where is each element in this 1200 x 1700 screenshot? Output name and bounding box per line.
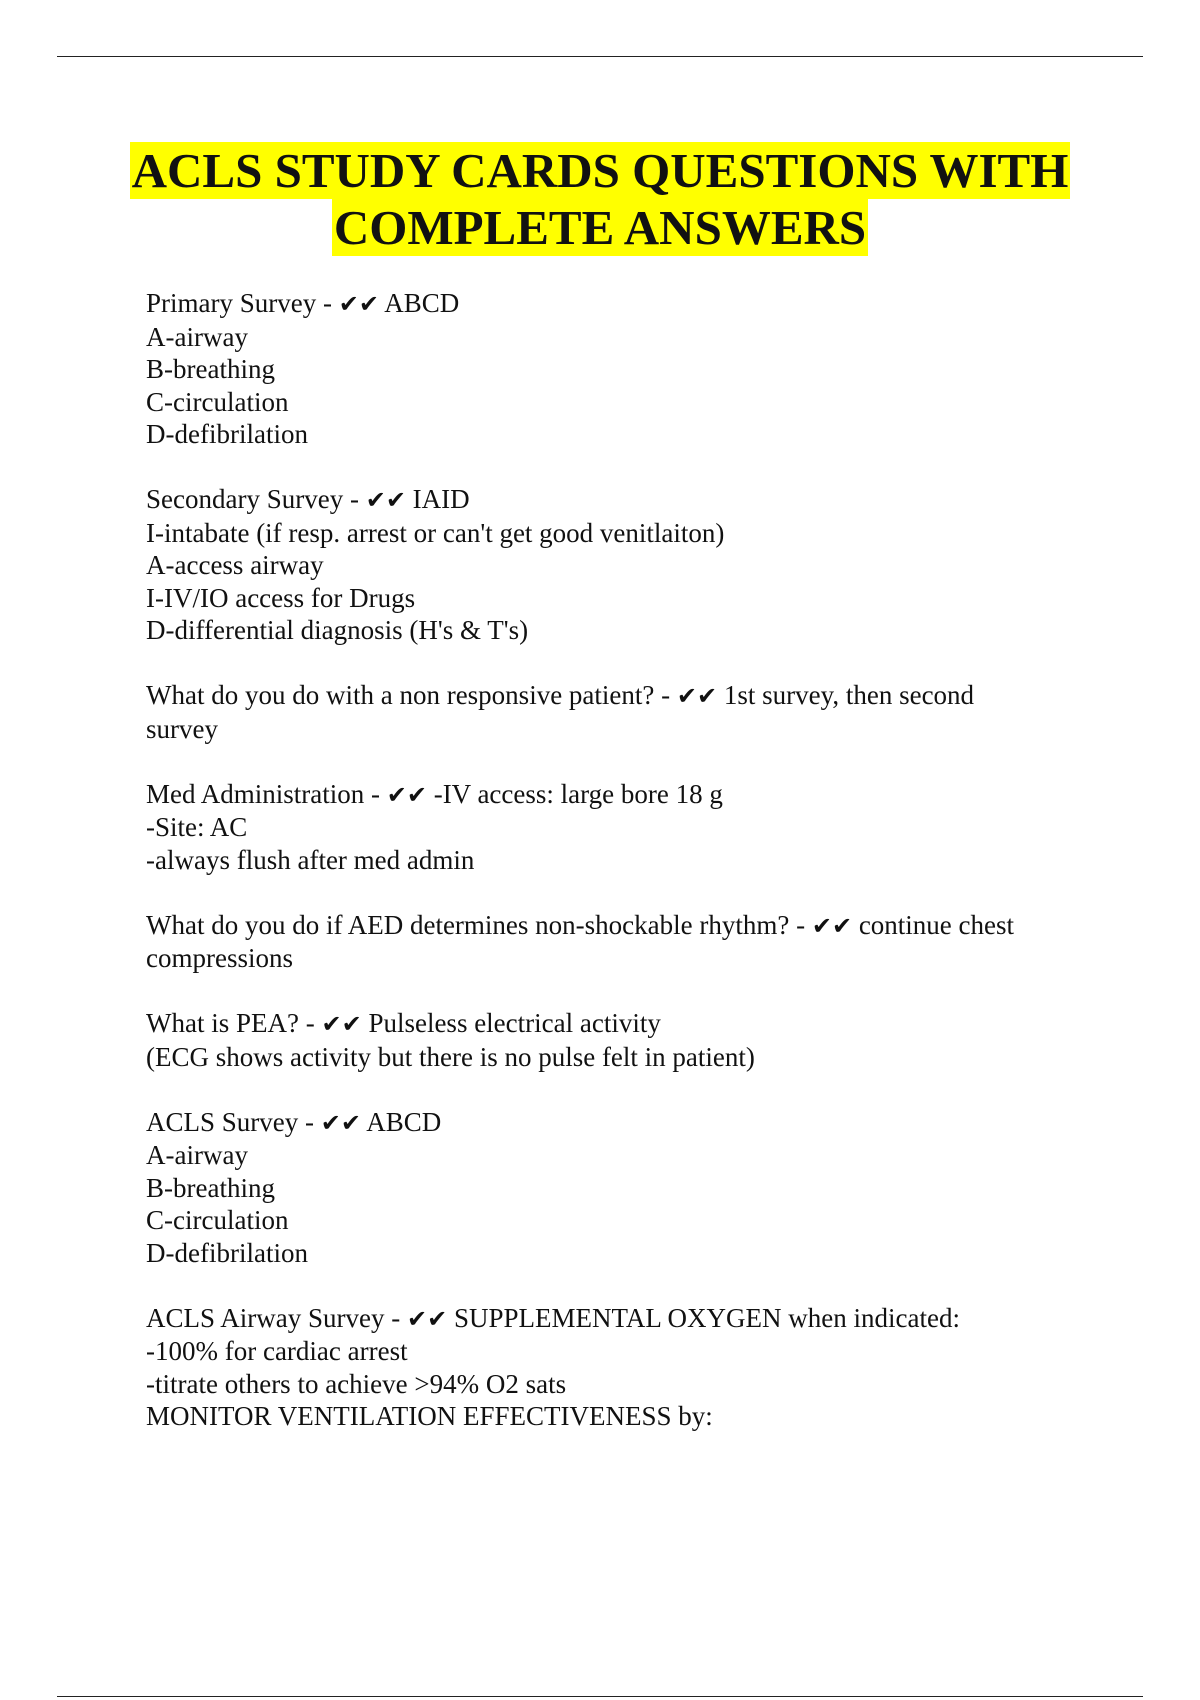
title-line-2: COMPLETE ANSWERS — [333, 200, 867, 255]
card-heading — [146, 909, 1086, 943]
study-card — [146, 1007, 1086, 1073]
card-answer-line: I-IV/IO access for Drugs — [146, 582, 416, 613]
double-check-icon: ✔✔ — [406, 1304, 448, 1333]
study-card — [146, 1302, 1086, 1433]
study-cards — [146, 287, 1086, 1465]
card-heading — [146, 778, 1086, 812]
card-answer: SUPPLEMENTAL OXYGEN when indicated: — [447, 1302, 960, 1333]
card-answer-line: (ECG shows activity but there is no pulse felt in patient) — [146, 1041, 755, 1072]
study-card — [146, 1106, 1086, 1270]
card-answer-line: C-circulation — [146, 1205, 289, 1235]
card-question: What do you do with a non responsive patient? - — [146, 680, 677, 710]
card-answer: -IV access: large bore 18 g — [426, 778, 723, 809]
card-heading — [146, 679, 1086, 713]
card-answer-line: -Site: AC — [146, 812, 248, 842]
card-answer-line: B-breathing — [146, 1172, 275, 1203]
card-answer-line: A-airway — [146, 1140, 248, 1170]
card-answer: IAID — [405, 484, 470, 514]
card-question: Secondary Survey - — [146, 484, 366, 514]
double-check-icon: ✔✔ — [321, 1010, 362, 1038]
card-answer-line: D-defibrilation — [146, 419, 308, 449]
card-answer-line: compressions — [146, 943, 293, 973]
bottom-divider — [57, 1696, 1143, 1697]
study-card — [146, 287, 1086, 451]
card-answer-line: D-defibrilation — [146, 1237, 308, 1268]
card-question: ACLS Airway Survey - — [146, 1302, 407, 1333]
card-answer: 1st survey, then second — [717, 680, 975, 710]
card-heading — [146, 1302, 1086, 1336]
card-question: What do you do if AED determines non-shockable rhythm? - — [146, 909, 812, 940]
card-answer-line: I-intabate (if resp. arrest or can't get good venitlaiton) — [146, 517, 725, 548]
card-heading — [146, 287, 1086, 321]
page-title — [60, 142, 1140, 256]
card-heading — [146, 1007, 1086, 1041]
card-answer-line: -always flush after med admin — [146, 844, 475, 875]
study-card — [146, 679, 1086, 745]
card-question: What is PEA? - — [146, 1008, 322, 1038]
card-answer-line: survey — [146, 713, 218, 744]
study-card — [146, 778, 1086, 877]
card-question: ACLS Survey - — [146, 1106, 321, 1137]
card-answer: continue chest — [852, 909, 1015, 940]
top-divider — [57, 56, 1143, 57]
card-answer-line: B-breathing — [146, 354, 275, 384]
title-line-1: ACLS STUDY CARDS QUESTIONS WITH — [131, 143, 1069, 198]
double-check-icon: ✔✔ — [338, 290, 379, 318]
card-answer-line: -titrate others to achieve >94% O2 sats — [146, 1368, 567, 1399]
double-check-icon: ✔✔ — [386, 780, 427, 809]
card-answer: ABCD — [378, 288, 460, 318]
study-card — [146, 483, 1086, 647]
card-answer-line: A-access airway — [146, 550, 324, 580]
card-question: Primary Survey - — [146, 288, 339, 318]
double-check-icon: ✔✔ — [676, 682, 718, 710]
double-check-icon: ✔✔ — [320, 1108, 361, 1137]
card-answer-line: A-airway — [146, 321, 248, 352]
card-answer: ABCD — [360, 1106, 442, 1137]
card-answer: Pulseless electrical activity — [361, 1008, 661, 1038]
study-card — [146, 909, 1086, 975]
card-question: Med Administration - — [146, 778, 387, 809]
card-answer-line: -100% for cardiac arrest — [146, 1336, 408, 1366]
card-heading — [146, 1106, 1086, 1140]
card-answer-line: MONITOR VENTILATION EFFECTIVENESS by: — [146, 1401, 713, 1431]
card-heading — [146, 483, 1086, 517]
double-check-icon: ✔✔ — [811, 911, 853, 940]
card-answer-line: D-differential diagnosis (H's & T's) — [146, 615, 529, 645]
card-answer-line: C-circulation — [146, 386, 289, 417]
double-check-icon: ✔✔ — [365, 486, 406, 514]
